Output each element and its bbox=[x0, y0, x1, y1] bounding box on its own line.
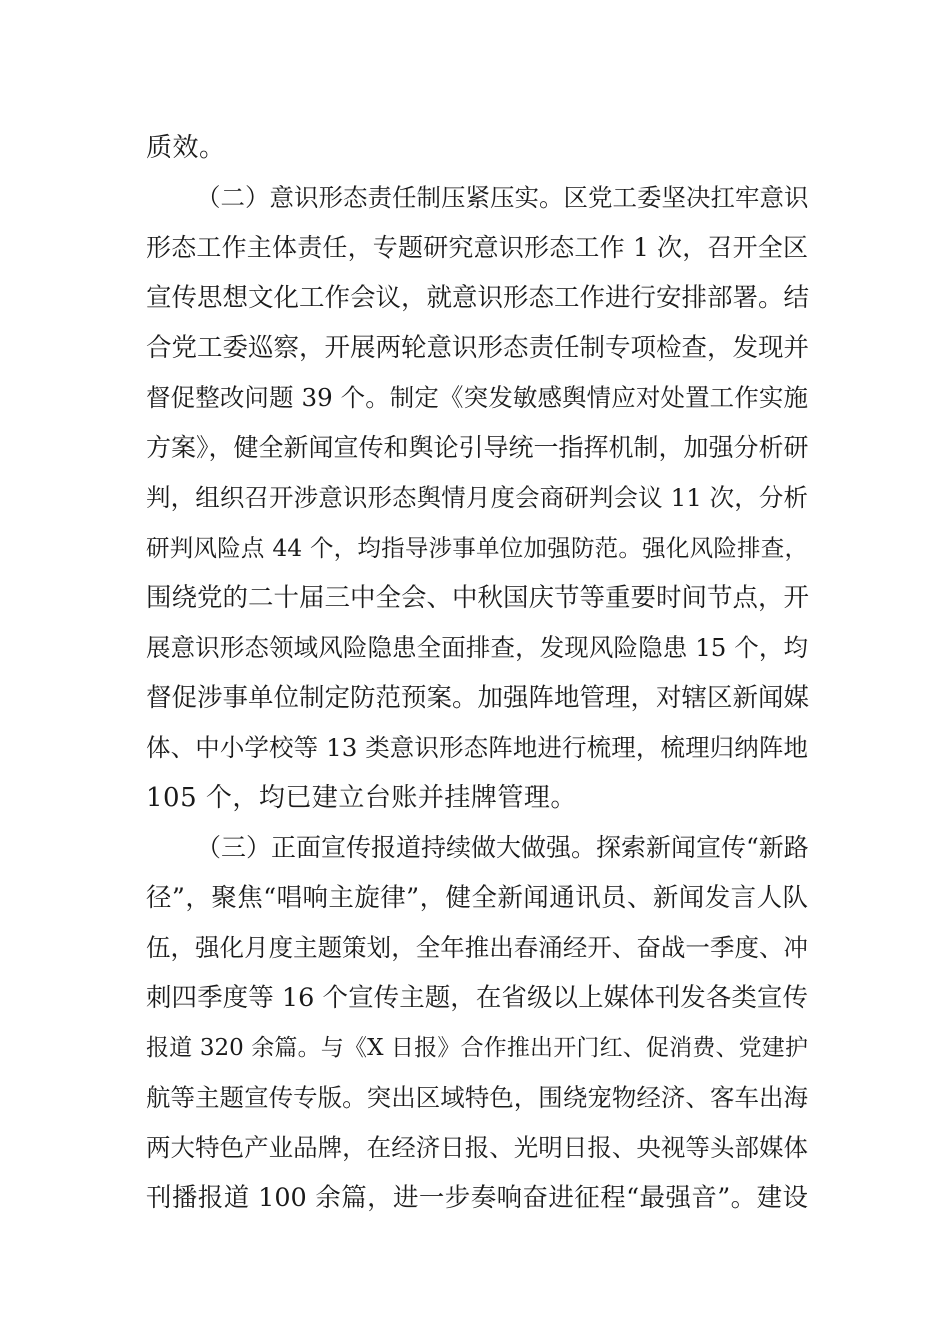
text-line: 方案》，健全新闻宣传和舆论引导统一指挥机制，加强分析研 bbox=[146, 433, 809, 462]
text-line: 报道 320 余篇。与《X 日报》合作推出开门红、促消费、党建护 bbox=[146, 1035, 808, 1061]
text-line: 体、中小学校等 13 类意识形态阵地进行梳理，梳理归纳阵地 bbox=[146, 733, 808, 762]
text-line: 展意识形态领域风险隐患全面排查，发现风险隐患 15 个，均 bbox=[146, 633, 808, 662]
text-line: 105 个，均已建立台账并挂牌管理。 bbox=[146, 783, 577, 813]
text-line: 质效。 bbox=[146, 133, 226, 163]
text-line: （二）意识形态责任制压紧压实。区党工委坚决扛牢意识 bbox=[196, 183, 809, 212]
text-line: 督促整改问题 39 个。制定《突发敏感舆情应对处置工作实施 bbox=[146, 383, 808, 412]
text-line: 刺四季度等 16 个宣传主题，在省级以上媒体刊发各类宣传 bbox=[146, 983, 808, 1013]
text-line: 判，组织召开涉意识形态舆情月度会商研判会议 11 次，分析 bbox=[146, 483, 808, 512]
text-line: 径”，聚焦“唱响主旋律”，健全新闻通讯员、新闻发言人队 bbox=[146, 883, 808, 913]
text-line: 航等主题宣传专版。突出区域特色，围绕宠物经济、客车出海 bbox=[146, 1083, 808, 1112]
text-line: 两大特色产业品牌，在经济日报、光明日报、央视等头部媒体 bbox=[146, 1133, 808, 1162]
text-line: 刊播报道 100 余篇，进一步奏响奋进征程“最强音”。建设 bbox=[146, 1183, 808, 1213]
text-line: 伍，强化月度主题策划，全年推出春涌经开、奋战一季度、冲 bbox=[146, 933, 808, 962]
text-line: 合党工委巡察，开展两轮意识形态责任制专项检查，发现并 bbox=[146, 333, 810, 363]
text-line: 宣传思想文化工作会议，就意识形态工作进行安排部署。结 bbox=[146, 283, 810, 313]
text-line: 形态工作主体责任，专题研究意识形态工作 1 次，召开全区 bbox=[146, 233, 808, 262]
text-line: 研判风险点 44 个，均指导涉事单位加强防范。强化风险排查， bbox=[146, 534, 808, 562]
text-line: （三）正面宣传报道持续做大做强。探索新闻宣传“新路 bbox=[196, 833, 809, 862]
text-line: 围绕党的二十届三中全会、中秋国庆节等重要时间节点，开 bbox=[146, 583, 810, 613]
text-line: 督促涉事单位制定防范预案。加强阵地管理，对辖区新闻媒 bbox=[146, 683, 810, 713]
